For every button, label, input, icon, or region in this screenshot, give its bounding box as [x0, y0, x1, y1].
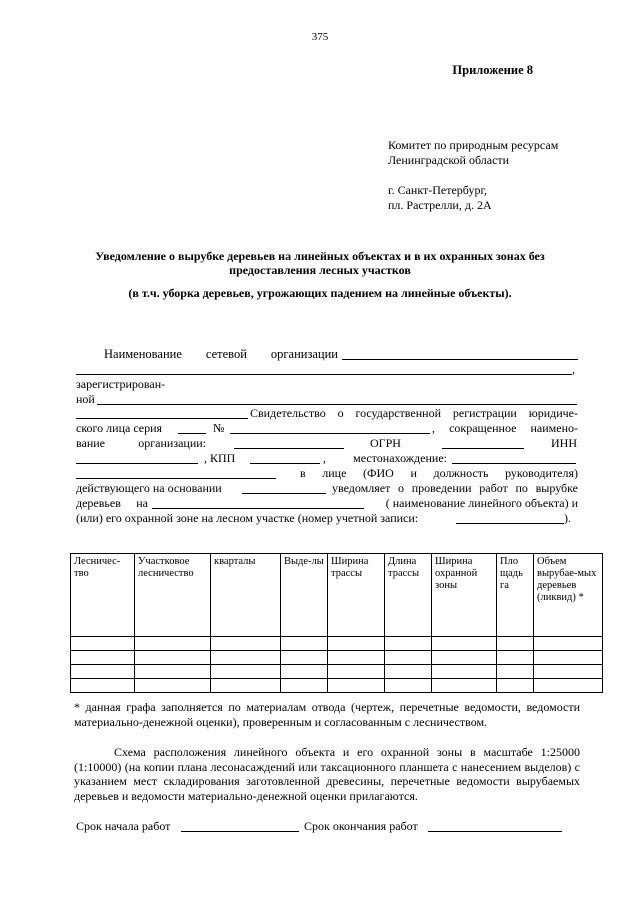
- in-person-label: в лице (ФИО и должность руководителя): [300, 466, 578, 480]
- ogrn-label: ОГРН: [370, 436, 401, 450]
- scheme-paragraph: Схема расположения линейного объекта и его охранной зоны в масштабе 1:25000 (1:10000) (на копии плана лесонасаждений или таксационного планшета с нанесением выделов) с указанием мест складирования заготовленной древесины, перечетные ведомости вырубаемых деревьев и ведомости материально-денежной оценки прилагаются.: [74, 745, 580, 803]
- short-name-label: , сокращенное наимено-: [432, 421, 578, 435]
- protected-zone-label: (или) его охранной зоне на лесном участке (номер учетной записи:: [76, 511, 419, 525]
- table-cell[interactable]: [281, 637, 328, 651]
- table-cell[interactable]: [135, 651, 211, 665]
- person-series: ского лица серия: [76, 421, 163, 435]
- start-date-field[interactable]: [181, 831, 299, 832]
- registered-1: зарегистрирован-: [76, 377, 166, 391]
- table-cell[interactable]: [328, 651, 385, 665]
- column-header: Пло щадь га: [497, 554, 534, 637]
- table-cell[interactable]: [211, 637, 281, 651]
- inn-label: ИНН: [551, 436, 577, 450]
- acting-basis-label: действующего на основании: [76, 481, 222, 495]
- table-cell[interactable]: [432, 651, 497, 665]
- table-cell[interactable]: [71, 637, 135, 651]
- table-cell[interactable]: [328, 637, 385, 651]
- table-cell[interactable]: [432, 637, 497, 651]
- table-header-row: [71, 554, 603, 637]
- table-cell[interactable]: [281, 679, 328, 693]
- comma: ,: [572, 362, 575, 376]
- table-cell[interactable]: [281, 665, 328, 679]
- forest-area-table: [70, 553, 603, 693]
- column-header: Ширина трассы: [328, 554, 385, 637]
- table-cell[interactable]: [211, 665, 281, 679]
- end-date-label: Срок окончания работ: [304, 819, 418, 833]
- org-name-short-label: вание организации:: [76, 436, 206, 450]
- column-header: кварталы: [211, 554, 281, 637]
- table-cell[interactable]: [534, 637, 603, 651]
- table-cell[interactable]: [497, 651, 534, 665]
- object-name-label: ( наименование линейного объекта) и: [385, 496, 578, 510]
- appendix-label: Приложение 8: [452, 63, 533, 77]
- table-row[interactable]: [71, 665, 603, 679]
- table-cell[interactable]: [135, 665, 211, 679]
- column-header: Участковое лесничество: [135, 554, 211, 637]
- close-paren: ).: [564, 511, 571, 525]
- number-sign: №: [213, 421, 225, 435]
- notifies-label: уведомляет о проведении работ по вырубке: [332, 481, 578, 495]
- column-header: Лесничес-тво: [71, 554, 135, 637]
- trees-on-label: деревьев на: [76, 496, 148, 510]
- certificate-text: Свидетельство о государственной регистрации юридиче-: [250, 406, 578, 420]
- address-line-3: г. Санкт-Петербург,: [388, 183, 488, 197]
- location-label: , местонахождение:: [323, 451, 447, 465]
- registered-2: ной: [76, 392, 95, 406]
- table-cell[interactable]: [211, 679, 281, 693]
- table-cell[interactable]: [432, 665, 497, 679]
- column-header: Длина трассы: [385, 554, 432, 637]
- table-cell[interactable]: [497, 679, 534, 693]
- table-cell[interactable]: [534, 665, 603, 679]
- table-row[interactable]: [71, 679, 603, 693]
- table-cell[interactable]: [71, 679, 135, 693]
- title-line-2: предоставления лесных участков: [229, 263, 411, 277]
- address-line-1: Комитет по природным ресурсам: [388, 138, 559, 152]
- table-cell[interactable]: [135, 637, 211, 651]
- table-cell[interactable]: [432, 679, 497, 693]
- title-line-1: Уведомление о вырубке деревьев на линейных объектах и в их охранных зонах без: [95, 249, 545, 263]
- column-header: Ширина охранной зоны: [432, 554, 497, 637]
- table-row[interactable]: [71, 637, 603, 651]
- table-cell[interactable]: [71, 651, 135, 665]
- table-cell[interactable]: [385, 637, 432, 651]
- address-line-2: Ленинградской области: [388, 153, 510, 167]
- title-line-3: (в т.ч. уборка деревьев, угрожающих падением на линейные объекты).: [128, 286, 512, 300]
- table-cell[interactable]: [385, 651, 432, 665]
- table-cell[interactable]: [385, 679, 432, 693]
- org-name-label: Наименование сетевой организации: [104, 347, 338, 361]
- table-cell[interactable]: [328, 665, 385, 679]
- table-cell[interactable]: [534, 651, 603, 665]
- end-date-field[interactable]: [428, 831, 562, 832]
- table-cell[interactable]: [328, 679, 385, 693]
- table-cell[interactable]: [385, 665, 432, 679]
- table-cell[interactable]: [211, 651, 281, 665]
- footnote: * данная графа заполняется по материалам отвода (чертеж, перечетные ведомости, ведомости материально-денежной оценки), проверенным и согласованным с лесничеством.: [74, 700, 580, 729]
- table-cell[interactable]: [281, 651, 328, 665]
- start-date-label: Срок начала работ: [76, 819, 171, 833]
- column-header: Выде-лы: [281, 554, 328, 637]
- table-cell[interactable]: [534, 679, 603, 693]
- table-cell[interactable]: [497, 665, 534, 679]
- table-row[interactable]: [71, 651, 603, 665]
- kpp-label: , КПП: [204, 451, 236, 465]
- page-number: 375: [311, 31, 329, 43]
- address-line-4: пл. Растрелли, д. 2А: [388, 198, 492, 212]
- table-cell[interactable]: [497, 637, 534, 651]
- column-header: Объем вырубае-мых деревьев (ликвид) *: [534, 554, 603, 637]
- table-cell[interactable]: [135, 679, 211, 693]
- table-cell[interactable]: [71, 665, 135, 679]
